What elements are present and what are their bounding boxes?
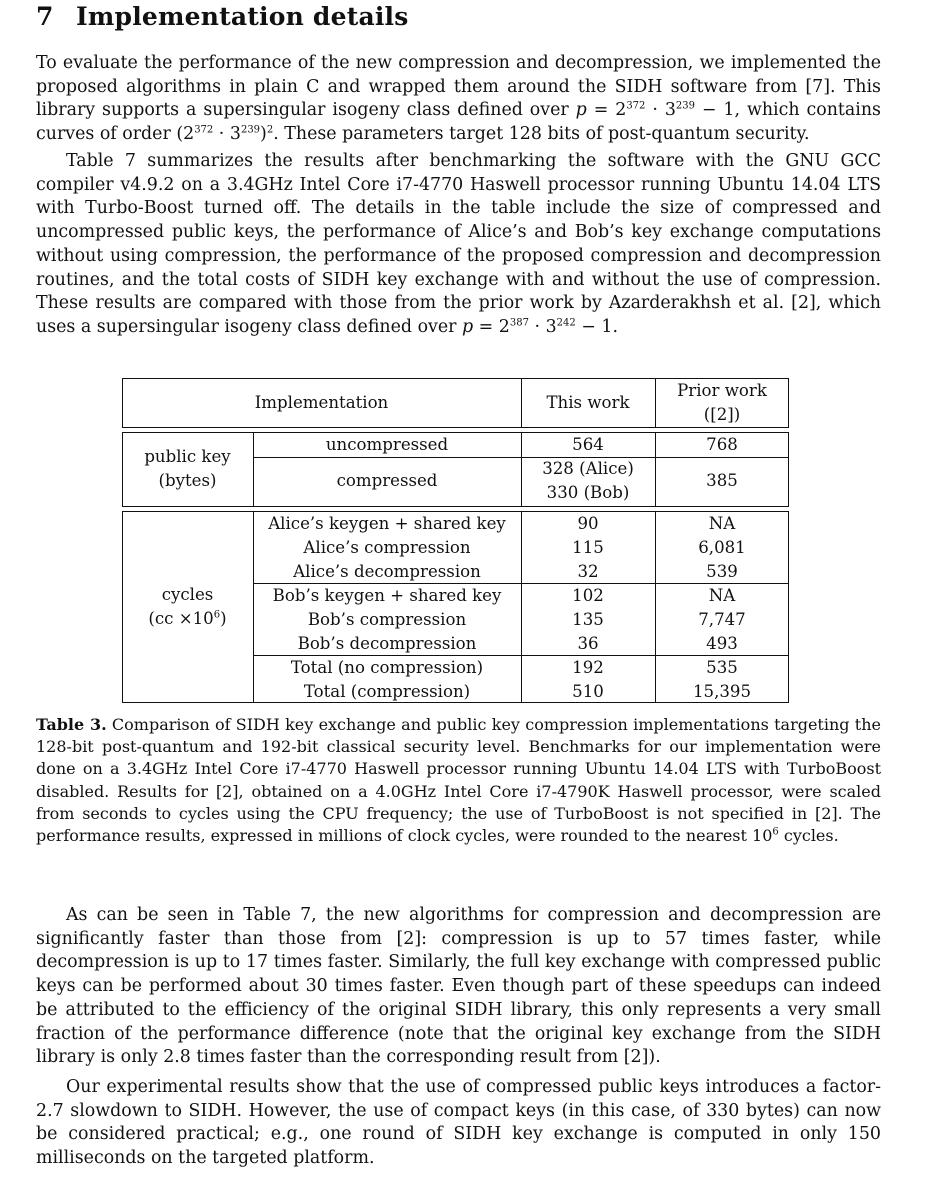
row-prior: 15,395 xyxy=(692,682,752,701)
math-eq: = xyxy=(473,316,499,337)
math-base: 2 xyxy=(615,100,627,121)
math-exp: 239 xyxy=(240,124,261,136)
math-exp: 242 xyxy=(556,317,576,329)
math-minus-one: − 1 xyxy=(575,316,613,337)
row-prior: 385 xyxy=(706,471,738,490)
header-this-work: This work xyxy=(546,393,630,412)
math-exp: 372 xyxy=(194,124,214,136)
header-prior-work: Prior work xyxy=(677,381,767,400)
math-dot: · xyxy=(528,316,546,337)
row-prior: 493 xyxy=(706,634,738,653)
row-label: Total (compression) xyxy=(303,682,471,701)
row-label: compressed xyxy=(336,471,438,490)
paragraph-4: Our experimental results show that the use of compressed public keys introduces a factor-2.7 slowdown to SIDH. However, the use of compact keys (in this case, of 330 bytes) can now be considered practical; e.g., one round of SIDH key exchange is computed in only 150 milliseconds on the targeted platform. xyxy=(36,1077,881,1169)
paragraph-3: As can be seen in Table 7, the new algorithms for compression and decompression are significantly faster than those from [2]: compression is up to 57 times faster, while decompression is up to 17 times faster. Similarly, the full key exchange with compressed public keys can be performed about 30 times faster. Even though part of these speedups can indeed be attributed to the efficiency of the original SIDH library, this only represents a very small fraction of the performance difference (note that the original key exchange from the SIDH library is only 2.8 times faster than the corresponding result from [2]). xyxy=(36,905,881,1068)
math-paren: ( xyxy=(176,124,184,145)
math-paren: ) xyxy=(260,124,267,145)
math-base: 2 xyxy=(498,316,510,337)
table-caption xyxy=(36,714,881,847)
row-prior: 7,747 xyxy=(698,610,746,629)
math-dot: · xyxy=(645,100,665,121)
math-dot: · xyxy=(213,124,230,145)
row-this-work: 115 xyxy=(572,538,604,557)
math-base: 3 xyxy=(664,100,676,121)
cycles-unit xyxy=(122,607,253,631)
header-prior-work-ref: ([2]) xyxy=(703,405,741,424)
math-eq: = xyxy=(586,100,616,121)
math-base: 2 xyxy=(183,124,195,145)
cycles-unit-prefix: (cc ×10 xyxy=(148,609,214,628)
math-exp: 239 xyxy=(675,100,695,112)
math-base: 3 xyxy=(229,124,241,145)
row-label: Total (no compression) xyxy=(290,658,484,677)
row-label: Bob’s keygen + shared key xyxy=(272,586,502,605)
math-minus-one: − 1 xyxy=(694,100,735,121)
public-key-label: public key xyxy=(144,447,231,466)
row-this-work: 510 xyxy=(572,682,604,701)
row-this-work: 102 xyxy=(572,586,604,605)
paragraph-1 xyxy=(36,52,881,147)
p1-text-a: To evaluate the performance of the new compression and decompression, we implemented the proposed algorithms in plain C and wrapped them around the SIDH software from [7]. This library supports a supersingular isogeny class defined over xyxy=(36,53,881,121)
row-this-work-bob: 330 (Bob) xyxy=(546,483,630,502)
row-prior: 768 xyxy=(706,435,738,454)
math-exp: 372 xyxy=(626,100,646,112)
cycles-label: cycles xyxy=(161,585,214,604)
math-p: p xyxy=(575,100,587,121)
row-this-work: 192 xyxy=(572,658,604,677)
row-prior: 535 xyxy=(706,658,738,677)
p2-text-b: . xyxy=(612,316,618,337)
row-label: Alice’s decompression xyxy=(293,562,481,581)
section-title: Implementation details xyxy=(76,2,409,31)
math-p: p xyxy=(462,316,474,337)
p2-text-a: Table 7 summarizes the results after benchmarking the software with the GNU GCC compiler v4.9.2 on a 3.4GHz Intel Core i7-4770 Haswell processor running Ubuntu 14.04 LTS with Turbo-Boost turned off. The details in the table include the size of compressed and uncompressed public keys, the performance of Alice’s and Bob’s key exchange computations without using compression, the performance of the proposed compression and decompression routines, and the total costs of SIDH key exchange with and without the use of compression. These results are compared with those from the prior work by Azarderakhsh et al. [2], which uses a supersingular isogeny class defined over xyxy=(36,151,881,337)
math-exp: 387 xyxy=(509,317,529,329)
row-label: Bob’s decompression xyxy=(297,634,477,653)
caption-text-end: cycles. xyxy=(778,826,839,846)
p1-text-c: . These parameters target 128 bits of post-quantum security. xyxy=(273,124,810,145)
row-prior: NA xyxy=(708,586,736,605)
paragraph-2 xyxy=(36,150,881,340)
cycles-unit-exp: 6 xyxy=(213,609,221,621)
row-this-work: 36 xyxy=(577,634,599,653)
header-implementation: Implementation xyxy=(254,393,389,412)
p1-text-b: , which contains curves of order xyxy=(36,100,881,145)
row-this-work-alice: 328 (Alice) xyxy=(542,459,634,478)
row-label: Bob’s compression xyxy=(307,610,467,629)
row-prior: NA xyxy=(708,514,736,533)
caption-text: Comparison of SIDH key exchange and public key compression implementations targeting the 128-bit post-quantum and 192-bit classical security level. Benchmarks for our implementation were done on a 3.4GHz Intel Core i7-4770 Haswell processor running Ubuntu 14.04 LTS with TurboBoost disabled. Results for [2], obtained on a 4.0GHz Intel Core i7-4790K Haswell processor, were scaled from seconds to cycles using the CPU frequency; the use of TurboBoost is not specified in [2]. The performance results, expressed in millions of clock cycles, were rounded to the nearest 10 xyxy=(36,715,881,846)
section-number: 7 xyxy=(36,2,54,31)
row-this-work: 135 xyxy=(572,610,604,629)
math-exp: 2 xyxy=(266,124,274,136)
row-label: uncompressed xyxy=(325,435,449,454)
caption-exp: 6 xyxy=(772,826,779,838)
row-prior: 539 xyxy=(706,562,738,581)
row-label: Alice’s keygen + shared key xyxy=(268,514,506,533)
row-this-work: 564 xyxy=(572,435,604,454)
public-key-unit: (bytes) xyxy=(158,471,217,490)
row-this-work: 90 xyxy=(577,514,599,533)
caption-label: Table 3. xyxy=(36,715,107,734)
row-prior: 6,081 xyxy=(698,538,746,557)
cycles-unit-suffix: ) xyxy=(220,609,227,628)
row-this-work: 32 xyxy=(577,562,599,581)
section-heading xyxy=(36,2,409,31)
math-base: 3 xyxy=(545,316,557,337)
row-label: Alice’s compression xyxy=(303,538,471,557)
